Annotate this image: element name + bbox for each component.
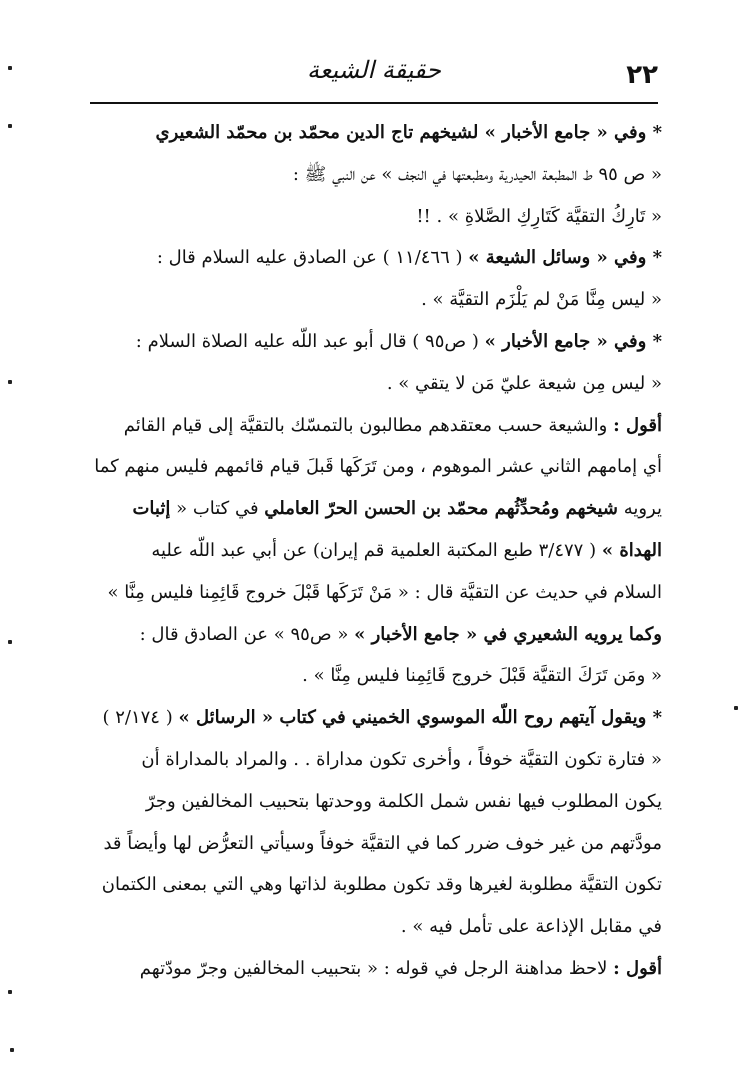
text-segment: « تَارِكُ التقيَّة كَتَارِكِ الصَّلاةِ » . !! bbox=[416, 205, 662, 227]
text-segment: السلام في حديث عن التقيَّة قال : « مَنْ تَرَكَها قَبْلَ خروج قَائِمِنا فليس مِنَّا » bbox=[107, 581, 662, 603]
text-segment: والشيعة حسب معتقدهم مطالبون بالتمسّك بالتقيَّة إلى قيام القائم bbox=[123, 414, 614, 436]
running-title: حقيقة الشيعة bbox=[307, 56, 441, 84]
text-line bbox=[86, 530, 662, 572]
text-segment: « ص ٩٥ ط المطبعة الحيدرية ومطبعتها في النجف » عن النبي ﷺ : bbox=[292, 163, 662, 185]
text-segment: أي إمامهم الثاني عشر الموهوم ، ومن تَرَكَها قَبلَ قيام قائمهم فليس منهم كما bbox=[94, 456, 662, 478]
text-segment: وكما يرويه الشعيري في « جامع الأخبار » bbox=[354, 623, 662, 645]
text-segment: الهداة » bbox=[601, 539, 662, 561]
text-segment: « ليس مِن شيعة عليّ مَن لا يتقي » . bbox=[386, 372, 662, 394]
text-segment: لاحظ مداهنة الرجل في قوله : « بتحبيب المخالفين وجرّ مودّتهم bbox=[139, 957, 614, 979]
text-line bbox=[86, 112, 662, 154]
text-line bbox=[86, 781, 662, 823]
margin-mark bbox=[8, 380, 12, 384]
text-line bbox=[86, 237, 662, 279]
text-segment: * ويقول آيتهم روح اللّه الموسوي الخميني في كتاب « الرسائل » bbox=[178, 707, 662, 729]
text-line bbox=[86, 321, 662, 363]
text-segment: ( ٣/٤٧٧ طبع المكتبة العلمية قم إيران) عن أبي عبد اللّه عليه bbox=[151, 539, 602, 561]
page-header bbox=[90, 52, 658, 102]
text-segment: * وفي « وسائل الشيعة » bbox=[468, 247, 662, 269]
text-segment: ( ٢/١٧٤ ) bbox=[102, 707, 179, 729]
text-line bbox=[86, 363, 662, 405]
text-line bbox=[86, 739, 662, 781]
margin-mark bbox=[8, 990, 12, 994]
margin-mark bbox=[734, 706, 738, 710]
text-segment: يكون المطلوب فيها نفس شمل الكلمة ووحدتها بتحبيب المخالفين وجرّ bbox=[145, 790, 662, 812]
text-line bbox=[86, 446, 662, 488]
text-segment: * وفي « جامع الأخبار » bbox=[484, 330, 662, 352]
text-line bbox=[86, 488, 662, 530]
text-segment: في مقابل الإذاعة على تأمل فيه » . bbox=[400, 916, 662, 938]
page-number: ٢٢ bbox=[626, 60, 658, 90]
text-segment: أقول : bbox=[613, 414, 662, 436]
text-line bbox=[86, 864, 662, 906]
text-segment: جامع الأخبار bbox=[502, 122, 591, 143]
text-line bbox=[86, 823, 662, 865]
text-line bbox=[86, 948, 662, 990]
margin-mark bbox=[8, 640, 12, 644]
text-line bbox=[86, 655, 662, 697]
text-segment: تكون التقيَّة مطلوبة لغيرها وقد تكون مطلوبة لذاتها وهي التي بمعنى الكتمان bbox=[101, 874, 662, 896]
margin-mark bbox=[8, 124, 12, 128]
text-segment: أقول : bbox=[613, 957, 662, 979]
text-line bbox=[86, 572, 662, 614]
text-segment: ( ص٩٥ ) قال أبو عبد اللّه عليه الصلاة السلام : bbox=[135, 330, 485, 352]
text-segment: * وفي « bbox=[590, 122, 662, 143]
text-segment: إثبات bbox=[132, 498, 171, 520]
body-text bbox=[86, 112, 662, 990]
text-segment: « ومَن تَرَكَ التقيَّة قَبْلَ خروج قَائِمِنا فليس مِنَّا » . bbox=[302, 665, 662, 687]
margin-mark bbox=[10, 1048, 14, 1052]
text-segment: ( ١١/٤٦٦ ) عن الصادق عليه السلام قال : bbox=[156, 247, 469, 269]
text-line bbox=[86, 279, 662, 321]
text-segment: شيخهم ومُحدِّثُهم محمّد بن الحسن الحرّ العاملي bbox=[264, 498, 618, 520]
text-line bbox=[86, 154, 662, 196]
header-rule bbox=[90, 102, 658, 104]
text-segment: « فتارة تكون التقيَّة خوفاً ، وأخرى تكون مداراة . . والمراد بالمداراة أن bbox=[141, 748, 662, 770]
text-segment: في كتاب « bbox=[170, 498, 265, 520]
text-line bbox=[86, 196, 662, 238]
text-line bbox=[86, 614, 662, 656]
text-segment: « ليس مِنَّا مَنْ لم يَلْزَم التقيَّة » . bbox=[421, 289, 662, 311]
text-line bbox=[86, 906, 662, 948]
text-segment: » لشيخهم تاج الدين محمّد بن محمّد الشعيري bbox=[155, 122, 503, 143]
margin-mark bbox=[8, 66, 12, 70]
text-line bbox=[86, 697, 662, 739]
text-segment: يرويه bbox=[617, 498, 662, 520]
text-segment: « ص٩٥ » عن الصادق قال : bbox=[139, 623, 355, 645]
text-segment: مودَّتهم من غير خوف ضرر كما في التقيَّة خوفاً وسيأتي التعرُّض لها وأيضاً قد bbox=[103, 832, 662, 854]
text-line bbox=[86, 405, 662, 447]
